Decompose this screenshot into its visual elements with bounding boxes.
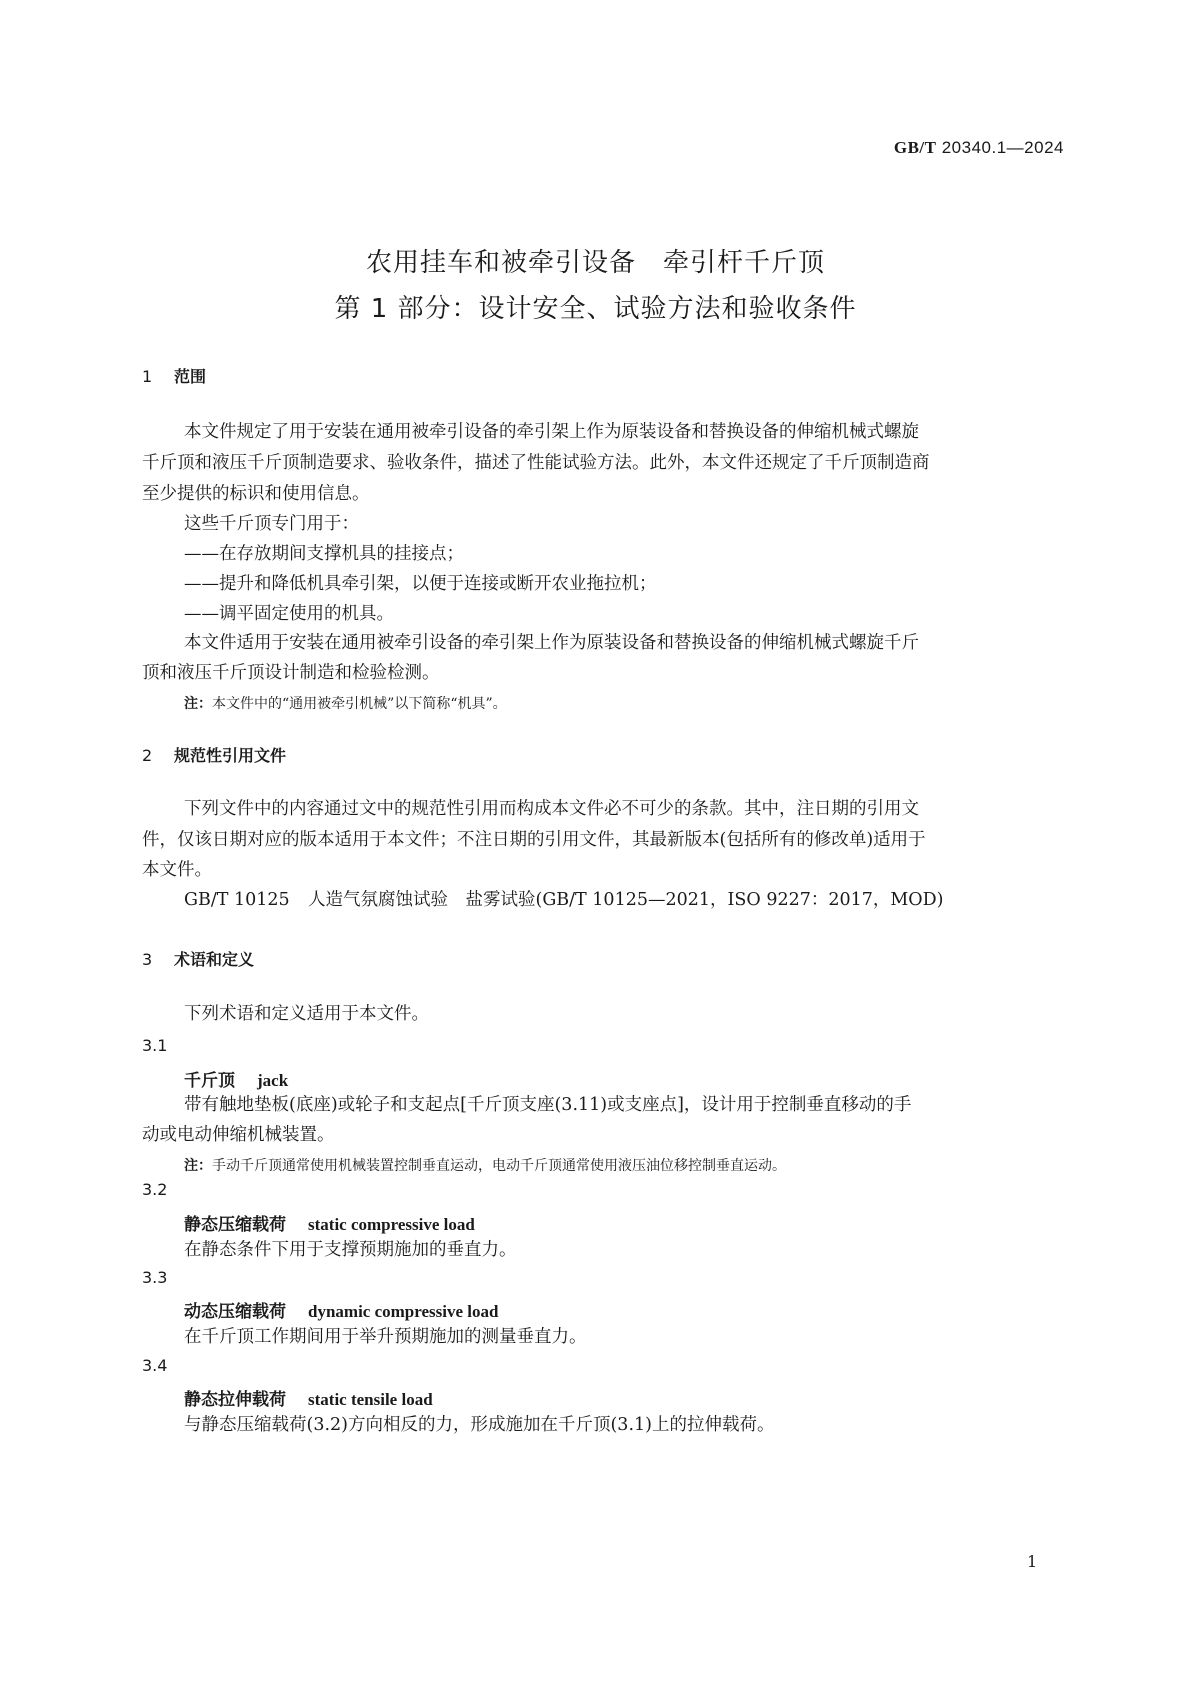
term-zh: 动态压缩载荷 bbox=[184, 1302, 286, 1322]
standard-code: 20340.1—2024 bbox=[941, 138, 1064, 157]
page-number: 1 bbox=[1027, 1552, 1038, 1571]
scope-list-item: ——提升和降低机具牵引架，以便于连接或断开农业拖拉机； bbox=[184, 574, 657, 594]
term-en: dynamic compressive load bbox=[308, 1302, 499, 1321]
scope-paragraph-line: 本文件规定了用于安装在通用被牵引设备的牵引架上作为原装设备和替换设备的伸缩机械式螺旋 bbox=[184, 422, 919, 442]
term-en: static tensile load bbox=[308, 1390, 433, 1409]
term-definition-line: 带有触地垫板(底座)或轮子和支起点[千斤顶支座(3.11)或支座点]，设计用于控制垂直移动的手 bbox=[184, 1095, 912, 1115]
term-definition: 在静态条件下用于支撑预期施加的垂直力。 bbox=[184, 1240, 517, 1260]
term-en: static compressive load bbox=[308, 1215, 475, 1234]
document-title-line1: 农用挂车和被牵引设备 牵引杆千斤顶 bbox=[365, 248, 825, 278]
term-heading bbox=[184, 1210, 475, 1235]
section-number: 3 bbox=[142, 950, 153, 969]
reference-title: 人造气氛腐蚀试验 盐雾试验(GB/T 10125—2021，ISO 9227：2017，MOD) bbox=[308, 890, 944, 910]
note-text: 手动千斤顶通常使用机械装置控制垂直运动，电动千斤顶通常使用液压油位移控制垂直运动。 bbox=[212, 1158, 786, 1174]
note-label: 注： bbox=[184, 696, 212, 712]
term-definition: 与静态压缩载荷(3.2)方向相反的力，形成施加在千斤顶(3.1)上的拉伸载荷。 bbox=[184, 1415, 775, 1435]
term-heading bbox=[184, 1297, 498, 1322]
section-heading-scope bbox=[142, 364, 206, 387]
refs-paragraph-line: 件，仅该日期对应的版本适用于本文件；不注日期的引用文件，其最新版本(包括所有的修改单)适用于 bbox=[142, 830, 926, 850]
term-zh: 静态拉伸载荷 bbox=[184, 1390, 286, 1410]
standard-number bbox=[894, 138, 1064, 158]
section-heading-terms bbox=[142, 947, 254, 970]
reference-entry bbox=[184, 889, 944, 911]
terms-intro: 下列术语和定义适用于本文件。 bbox=[184, 1004, 429, 1024]
refs-paragraph-line: 本文件。 bbox=[142, 860, 212, 880]
term-zh: 千斤顶 bbox=[184, 1071, 235, 1091]
note-label: 注： bbox=[184, 1158, 212, 1174]
standard-prefix: GB/T bbox=[893, 138, 937, 157]
refs-paragraph-line: 下列文件中的内容通过文中的规范性引用而构成本文件必不可少的条款。其中，注日期的引用文 bbox=[184, 799, 919, 819]
term-heading bbox=[184, 1066, 288, 1091]
term-definition-line: 动或电动伸缩机械装置。 bbox=[142, 1125, 335, 1145]
section-heading-normative-references bbox=[142, 743, 286, 766]
term-note bbox=[184, 1155, 786, 1175]
scope-paragraph-line: 千斤顶和液压千斤顶制造要求、验收条件，描述了性能试验方法。此外，本文件还规定了千斤顶制造商 bbox=[142, 453, 930, 473]
term-number: 3.1 bbox=[142, 1036, 168, 1055]
section-title: 规范性引用文件 bbox=[174, 746, 287, 765]
scope-list-item: ——在存放期间支撑机具的挂接点； bbox=[184, 544, 464, 564]
scope-note bbox=[184, 693, 507, 713]
section-title: 范围 bbox=[174, 367, 207, 386]
term-en: jack bbox=[257, 1071, 289, 1090]
document-title-line2: 第 1 部分：设计安全、试验方法和验收条件 bbox=[334, 294, 857, 324]
section-title: 术语和定义 bbox=[174, 950, 255, 969]
scope-paragraph-line: 至少提供的标识和使用信息。 bbox=[142, 484, 370, 504]
section-number: 2 bbox=[142, 746, 153, 765]
scope-applicability-line: 本文件适用于安装在通用被牵引设备的牵引架上作为原装设备和替换设备的伸缩机械式螺旋千斤 bbox=[184, 633, 919, 653]
scope-list-intro: 这些千斤顶专门用于： bbox=[184, 514, 359, 534]
term-number: 3.2 bbox=[142, 1180, 168, 1199]
note-text: 本文件中的“通用被牵引机械”以下简称“机具”。 bbox=[212, 696, 507, 712]
term-heading bbox=[184, 1385, 433, 1410]
term-definition: 在千斤顶工作期间用于举升预期施加的测量垂直力。 bbox=[184, 1327, 587, 1347]
scope-list-item: ——调平固定使用的机具。 bbox=[184, 604, 394, 624]
term-number: 3.3 bbox=[142, 1268, 168, 1287]
reference-code: GB/T 10125 bbox=[184, 890, 290, 910]
scope-applicability-line: 顶和液压千斤顶设计制造和检验检测。 bbox=[142, 663, 440, 683]
term-zh: 静态压缩载荷 bbox=[184, 1215, 286, 1235]
term-number: 3.4 bbox=[142, 1356, 168, 1375]
section-number: 1 bbox=[142, 367, 153, 386]
